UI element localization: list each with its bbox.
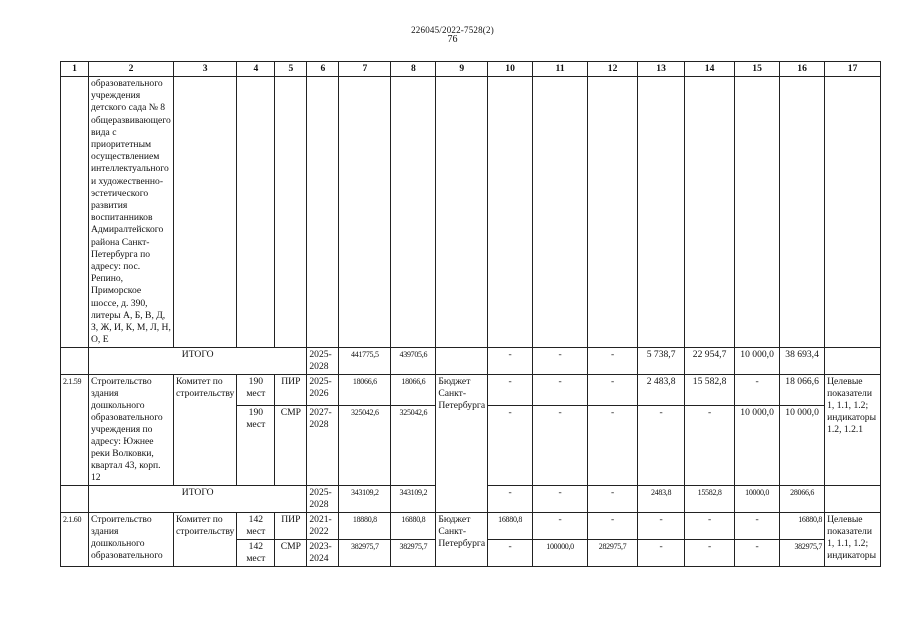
period-cell: 2025-2026 bbox=[307, 375, 339, 405]
value-cell: - bbox=[735, 513, 780, 540]
value-cell: - bbox=[588, 486, 638, 513]
value-cell: 18066,6 bbox=[391, 375, 436, 405]
value-cell: - bbox=[533, 405, 588, 486]
col-header: 7 bbox=[339, 62, 391, 77]
value-cell: 282975,7 bbox=[588, 540, 638, 567]
col-header: 10 bbox=[488, 62, 533, 77]
period-cell: 2023-2024 bbox=[307, 540, 339, 567]
funding-source: Бюджет Санкт-Петербурга bbox=[436, 375, 488, 513]
value-cell: 15 582,8 bbox=[685, 375, 735, 405]
page-number: 76 bbox=[447, 34, 458, 45]
value-cell: 325042,6 bbox=[339, 405, 391, 486]
col-header: 8 bbox=[391, 62, 436, 77]
value-cell: 382975,7 bbox=[339, 540, 391, 567]
period-cell: 2027-2028 bbox=[307, 405, 339, 486]
total-label: ИТОГО bbox=[89, 348, 307, 375]
table-row bbox=[61, 375, 881, 405]
value-cell: 16880,8 bbox=[488, 513, 533, 540]
value-cell: - bbox=[588, 513, 638, 540]
value-cell: - bbox=[488, 375, 533, 405]
value-cell: - bbox=[735, 540, 780, 567]
stage: СМР bbox=[275, 405, 307, 486]
indicators: Целевые показатели 1, 1.1, 1.2; индикаторы 1.2, 1.2.1 bbox=[825, 375, 881, 486]
value-cell: 15582,8 bbox=[685, 486, 735, 513]
value-cell: - bbox=[638, 405, 685, 486]
object-name: Строительство здания дошкольного образовательного bbox=[89, 513, 174, 567]
table-row bbox=[61, 77, 881, 348]
column-number-row bbox=[61, 62, 881, 77]
col-header: 9 bbox=[436, 62, 488, 77]
period-cell: 2025-2028 bbox=[307, 486, 339, 513]
col-header: 5 bbox=[275, 62, 307, 77]
col-header: 17 bbox=[825, 62, 881, 77]
value-cell: - bbox=[638, 513, 685, 540]
value-cell: - bbox=[533, 513, 588, 540]
value-cell: - bbox=[533, 486, 588, 513]
col-header: 3 bbox=[174, 62, 237, 77]
total-label: ИТОГО bbox=[89, 486, 307, 513]
col-header: 12 bbox=[588, 62, 638, 77]
item-number: 2.1.59 bbox=[61, 375, 89, 486]
period-cell: 2021-2022 bbox=[307, 513, 339, 540]
capacity: 190 мест bbox=[237, 405, 275, 486]
value-cell: 18066,6 bbox=[339, 375, 391, 405]
col-header: 1 bbox=[61, 62, 89, 77]
value-cell: - bbox=[588, 375, 638, 405]
value-cell: 325042,6 bbox=[391, 405, 436, 486]
value-cell: 22 954,7 bbox=[685, 348, 735, 375]
value-cell: - bbox=[488, 348, 533, 375]
budget-table bbox=[60, 61, 881, 567]
col-header: 16 bbox=[780, 62, 825, 77]
value-cell: 38 693,4 bbox=[780, 348, 825, 375]
value-cell: 5 738,7 bbox=[638, 348, 685, 375]
value-cell: 16880,8 bbox=[391, 513, 436, 540]
period-cell: 2025-2028 bbox=[307, 348, 339, 375]
col-header: 11 bbox=[533, 62, 588, 77]
value-cell: 441775,5 bbox=[339, 348, 391, 375]
funding-source: Бюджет Санкт-Петербурга bbox=[436, 513, 488, 567]
capacity: 190 мест bbox=[237, 375, 275, 405]
value-cell: 10 000,0 bbox=[735, 405, 780, 486]
value-cell: 18880,8 bbox=[339, 513, 391, 540]
value-cell: 10 000,0 bbox=[735, 348, 780, 375]
value-cell: 382975,7 bbox=[391, 540, 436, 567]
value-cell: - bbox=[685, 405, 735, 486]
col-header: 2 bbox=[89, 62, 174, 77]
stage: ПИР bbox=[275, 513, 307, 540]
value-cell: 343109,2 bbox=[339, 486, 391, 513]
customer: Комитет по строительству bbox=[174, 513, 237, 567]
value-cell: 2 483,8 bbox=[638, 375, 685, 405]
col-header: 15 bbox=[735, 62, 780, 77]
value-cell: - bbox=[685, 540, 735, 567]
customer: Комитет по строительству bbox=[174, 375, 237, 486]
item-number: 2.1.60 bbox=[61, 513, 89, 567]
value-cell: - bbox=[488, 405, 533, 486]
value-cell: 10 000,0 bbox=[780, 405, 825, 486]
value-cell: - bbox=[638, 540, 685, 567]
col-header: 14 bbox=[685, 62, 735, 77]
value-cell: 382975,7 bbox=[780, 540, 825, 567]
value-cell: 343109,2 bbox=[391, 486, 436, 513]
value-cell: 16880,8 bbox=[780, 513, 825, 540]
value-cell: - bbox=[685, 513, 735, 540]
col-header: 4 bbox=[237, 62, 275, 77]
stage: ПИР bbox=[275, 375, 307, 405]
value-cell: 18 066,6 bbox=[780, 375, 825, 405]
stage: СМР bbox=[275, 540, 307, 567]
value-cell: - bbox=[533, 348, 588, 375]
indicators: Целевые показатели 1, 1.1, 1.2; индикаторы bbox=[825, 513, 881, 567]
capacity: 142 мест bbox=[237, 540, 275, 567]
value-cell: 28066,6 bbox=[780, 486, 825, 513]
capacity: 142 мест bbox=[237, 513, 275, 540]
value-cell: 2483,8 bbox=[638, 486, 685, 513]
col-header: 13 bbox=[638, 62, 685, 77]
value-cell: - bbox=[735, 375, 780, 405]
total-row bbox=[61, 348, 881, 375]
col-header: 6 bbox=[307, 62, 339, 77]
value-cell: - bbox=[488, 540, 533, 567]
table-row bbox=[61, 513, 881, 540]
value-cell: - bbox=[488, 486, 533, 513]
object-name: Строительство здания дошкольного образовательного учреждения по адресу: Южнее реки Волковки, квартал 43, корп. 12 bbox=[89, 375, 174, 486]
value-cell: 439705,6 bbox=[391, 348, 436, 375]
value-cell: - bbox=[588, 348, 638, 375]
document-code: 226045/2022-7528(2) bbox=[411, 25, 494, 35]
value-cell: - bbox=[533, 375, 588, 405]
object-name-continuation: образовательного учреждения детского сада № 8 общеразвивающего вида с приоритетным осуществлением интеллектуального и художественно-эстетического развития воспитанников Адмиралтейского района Санкт-Петербурга по адресу: пос. Репино, Приморское шоссе, д. 390, литеры А, Б, В, Д, З, Ж, И, К, М, Л, Н, О, Е bbox=[89, 77, 174, 348]
value-cell: 100000,0 bbox=[533, 540, 588, 567]
value-cell: - bbox=[588, 405, 638, 486]
value-cell: 10000,0 bbox=[735, 486, 780, 513]
